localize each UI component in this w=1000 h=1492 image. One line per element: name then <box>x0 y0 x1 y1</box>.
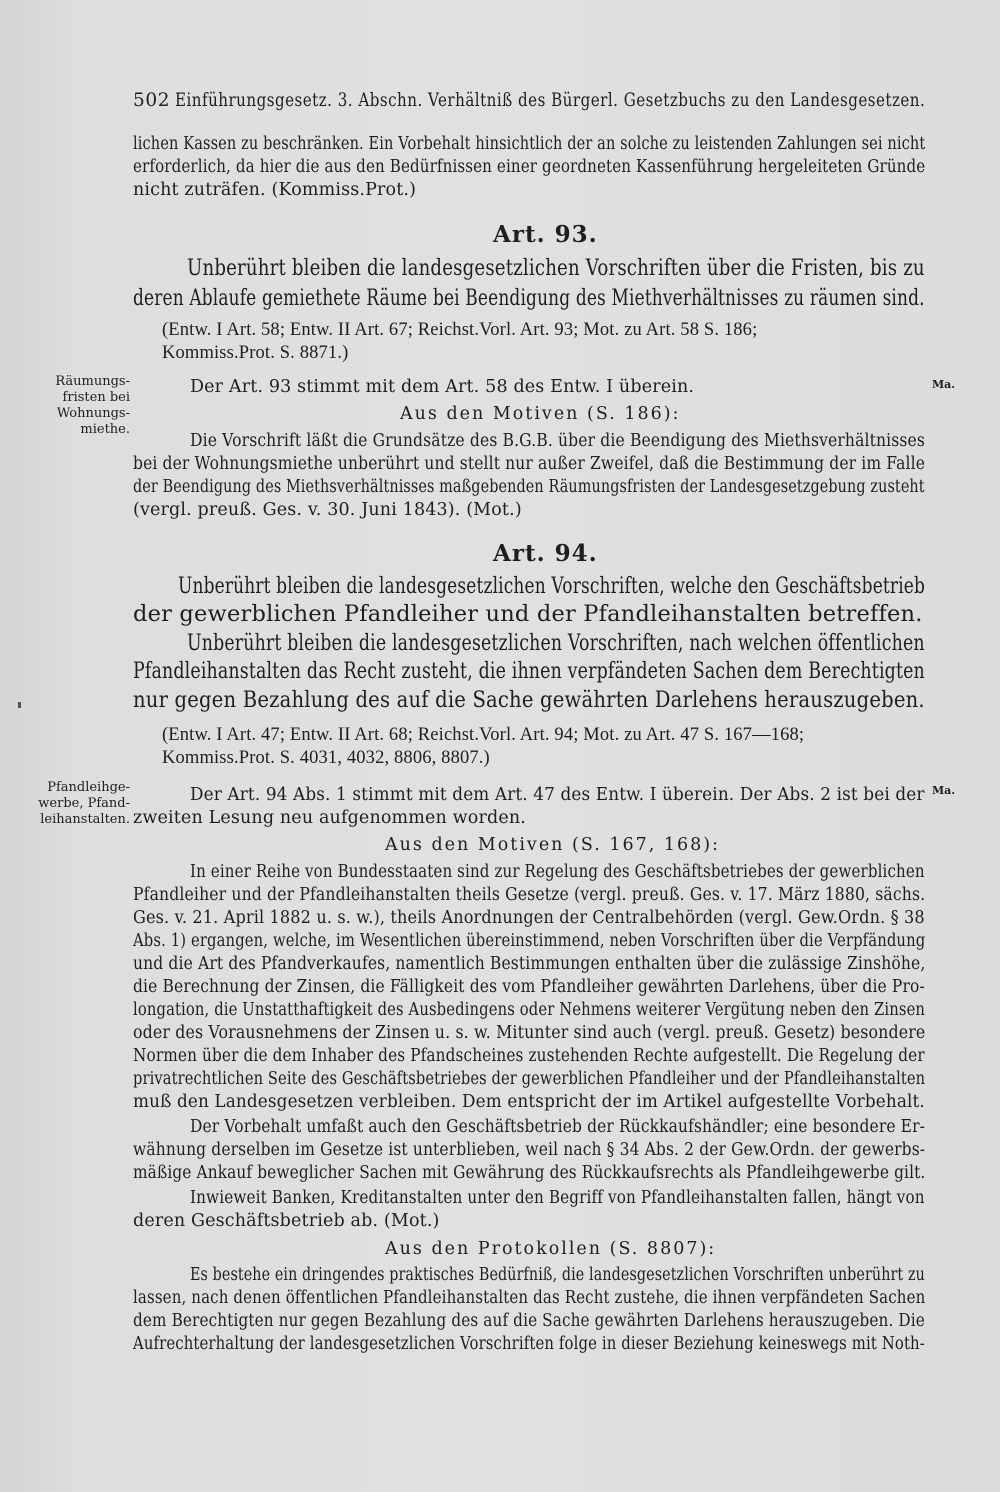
text-line: die Berechnung der Zinsen, die Fälligkeit des vom Pfandleiher gewährten Darlehens, über die Pro- <box>133 977 925 997</box>
text-line: deren Geschäftsbetrieb ab. (Mot.) <box>133 1211 440 1231</box>
margin-note-line: werbe, Pfand- <box>38 796 130 811</box>
text-line: Die Vorschrift läßt die Grundsätze des B.G.B. über die Beendigung des Miethsverhältnisses <box>190 431 926 451</box>
text-line: oder des Vorausnehmens der Zinsen u. s. w. Mitunter sind auch (vergl. preuß. Gesetz) besondere <box>133 1023 926 1043</box>
margin-note-line: Wohnungs- <box>56 406 130 421</box>
margin-note-pfandleihgewerbe <box>18 780 130 828</box>
motive-heading: Aus den Motiven (S. 167, 168): <box>385 835 720 855</box>
motive-heading: Aus den Motiven (S. 186): <box>400 404 681 424</box>
intro-line: lichen Kassen zu beschränken. Ein Vorbehalt hinsichtlich der an solche zu leistenden Zahlungen sei nicht <box>133 134 926 154</box>
statute-text: nur gegen Bezahlung des auf die Sache gewährten Darlehens herauszugeben. <box>133 687 925 713</box>
text-line: mäßige Ankauf beweglicher Sachen mit Gewährung des Rückkaufsrechts als Pfandleihgewerbe gilt. <box>133 1163 926 1183</box>
statute-text: Unberührt bleiben die landesgesetzlichen Vorschriften, nach welchen öffentlichen <box>187 630 925 656</box>
statute-text: deren Ablaufe gemiethete Räume bei Beendigung des Miethverhältnisses zu räumen sind. <box>133 285 925 311</box>
text-line: Der Art. 93 stimmt mit dem Art. 58 des Entw. I überein. <box>190 377 695 397</box>
text-line: Der Vorbehalt umfaßt auch den Geschäftsbetrieb der Rückkaufshändler; eine besondere Er- <box>190 1117 925 1137</box>
references: Kommiss.Prot. S. 8871.) <box>162 343 349 363</box>
margin-note-raeumungsfristen <box>18 374 130 438</box>
text-line: und die Art des Pfandverkaufes, namentlich Bestimmungen enthalten über die zulässige Zinshöhe, <box>133 954 926 974</box>
stray-mark <box>18 702 21 708</box>
statute-text: der gewerblichen Pfandleiher und der Pfandleihanstalten betreffen. <box>133 601 923 627</box>
ma-marker: Ma. <box>932 378 956 391</box>
statute-text: Unberührt bleiben die landesgesetzlichen Vorschriften, welche den Geschäftsbetrieb <box>178 573 926 599</box>
text-line: Aufrechterhaltung der landesgesetzlichen Vorschriften folge in dieser Beziehung keineswegs mit Noth- <box>133 1334 925 1354</box>
article-heading-93: Art. 93. <box>493 221 598 248</box>
text-line: longation, die Unstatthaftigkeit des Ausbedingens oder Nehmens weiterer Vergütung neben den Zinsen <box>133 1000 926 1020</box>
text-line: der Beendigung des Miethsverhältnisses maßgebenden Räumungsfristen der Landesgesetzgebung zusteht <box>133 477 925 497</box>
text-line: Es bestehe ein dringendes praktisches Bedürfniß, die landesgesetzlichen Vorschriften unberührt zu <box>190 1265 925 1285</box>
page-number: 502 <box>133 90 171 111</box>
text-line: (vergl. preuß. Ges. v. 30. Juni 1843). (Mot.) <box>133 500 522 520</box>
references: (Entw. I Art. 58; Entw. II Art. 67; Reichst.Vorl. Art. 93; Mot. zu Art. 58 S. 186; <box>162 320 758 340</box>
article-heading-94: Art. 94. <box>493 540 598 567</box>
statute-text: Pfandleihanstalten das Recht zusteht, die ihnen verpfändeten Sachen dem Berechtigten <box>133 658 925 684</box>
running-title: Einführungsgesetz. 3. Abschn. Verhältniß des Bürgerl. Gesetzbuchs zu den Landesgesetzen. <box>175 90 926 111</box>
margin-note-line: leihanstalten. <box>40 812 130 827</box>
intro-line: erforderlich, da hier die aus den Bedürfnissen einer geordneten Kassenführung hergeleiteten Gründe <box>133 157 926 177</box>
statute-text: Unberührt bleiben die landesgesetzlichen Vorschriften über die Fristen, bis zu <box>187 255 925 281</box>
margin-note-line: fristen bei <box>62 390 130 405</box>
text-line: privatrechtlichen Seite des Geschäftsbetriebes der gewerblichen Pfandleiher und der Pfandleihanstalten <box>133 1069 926 1089</box>
protokolle-heading: Aus den Protokollen (S. 8807): <box>385 1239 717 1259</box>
text-line: lassen, nach denen öffentlichen Pfandleihanstalten das Recht zustehe, die ihnen verpfändeten Sachen <box>133 1288 926 1308</box>
text-line: In einer Reihe von Bundesstaaten sind zur Regelung des Geschäftsbetriebes der gewerblichen <box>190 862 925 882</box>
text-line: Abs. 1) ergangen, welche, im Wesentlichen übereinstimmend, neben Vorschriften über die Verpfändung <box>133 931 926 951</box>
text-line: Normen über die dem Inhaber des Pfandscheines zustehenden Rechte aufgestellt. Die Regelung der <box>133 1046 925 1066</box>
intro-line: nicht zuträfen. (Kommiss.Prot.) <box>133 180 417 200</box>
margin-note-line: Räumungs- <box>55 374 130 389</box>
text-line: zweiten Lesung neu aufgenommen worden. <box>133 808 526 828</box>
margin-note-line: miethe. <box>80 422 130 437</box>
text-line: Pfandleiher und der Pfandleihanstalten theils Gesetze (vergl. preuß. Ges. v. 17. März 1880, sächs. <box>133 885 926 905</box>
text-line: bei der Wohnungsmiethe unberührt und stellt nur außer Zweifel, daß die Bestimmung der im Falle <box>133 454 926 474</box>
text-line: Der Art. 94 Abs. 1 stimmt mit dem Art. 47 des Entw. I überein. Der Abs. 2 ist bei der <box>190 785 925 805</box>
margin-note-line: Pfandleihge- <box>47 780 130 795</box>
text-line: Ges. v. 21. April 1882 u. s. w.), theils Anordnungen der Centralbehörden (vergl. Gew.Ordn. § 38 <box>133 908 925 928</box>
ma-marker: Ma. <box>932 784 956 797</box>
text-line: muß den Landesgesetzen verbleiben. Dem entspricht der im Artikel aufgestellte Vorbehalt. <box>133 1092 925 1112</box>
text-line: wähnung derselben im Gesetze ist unterblieben, weil nach § 34 Abs. 2 der Gew.Ordn. der gewerbs- <box>133 1140 926 1160</box>
references: Kommiss.Prot. S. 4031, 4032, 8806, 8807.) <box>162 748 490 768</box>
references: (Entw. I Art. 47; Entw. II Art. 68; Reichst.Vorl. Art. 94; Mot. zu Art. 47 S. 167—168; <box>162 725 805 745</box>
text-line: dem Berechtigten nur gegen Bezahlung des auf die Sache gewährten Darlehens herauszugeben. Die <box>133 1311 925 1331</box>
text-line: Inwieweit Banken, Kreditanstalten unter den Begriff von Pfandleihanstalten fallen, hängt von <box>190 1188 925 1208</box>
